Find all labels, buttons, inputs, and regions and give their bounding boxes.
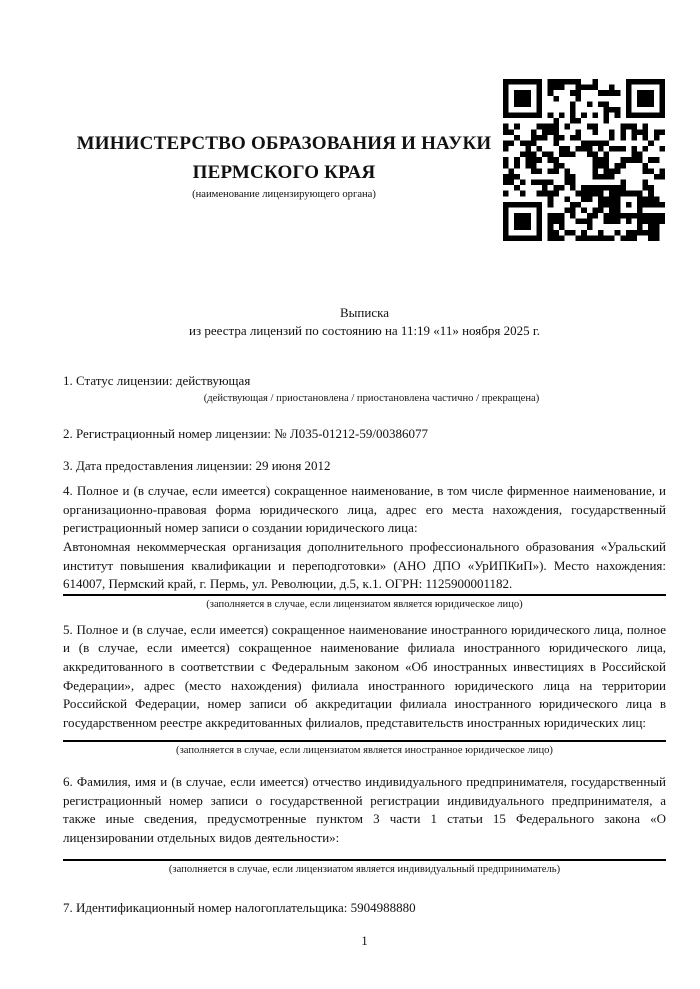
field-individual-entrepreneur-prompt: 6. Фамилия, имя и (в случае, если имеется) отчество индивидуального предпринимателя, государственный регистрационный номер записи о государственной регистрации индивидуального предпринимателя, а также иные сведения, предусмотренные пунктом 3 части 1 статьи 15 Федерального закона «О лицензировании отдельных видов деятельности»: (63, 773, 666, 845)
field-taxpayer-number: 7. Идентификационный номер налогоплательщика: 5904988880 (63, 900, 416, 916)
field-legal-entity-value: Автономная некоммерческая организация дополнительного профессионального образования «Уральский институт повышения квалификации и переподготовки» (АНО ДПО «УрИПКиП»). Место нахождения: 614007, Пермский край, г. Пермь, ул. Революции, д.5, к.1. ОГРН: 1125900001182. (63, 539, 666, 592)
qr-code-icon (503, 79, 665, 241)
field-legal-entity-hint: (заполняется в случае, если лицензиатом является юридическое лицо) (206, 598, 523, 610)
authority-name-line1: МИНИСТЕРСТВО ОБРАЗОВАНИЯ И НАУКИ (76, 133, 492, 154)
licensing-authority-block (63, 129, 505, 201)
document-body (0, 304, 700, 950)
fill-line-foreign-entity (63, 740, 666, 742)
fill-line-legal-entity (63, 594, 666, 596)
field-foreign-entity (63, 621, 666, 733)
field-foreign-entity-hint: (заполняется в случае, если лицензиатом является иностранное юридическое лицо) (176, 745, 553, 757)
field-license-status-hint: (действующая / приостановлена / приостановлена частично / прекращена) (203, 392, 540, 404)
field-legal-entity-prompt: 4. Полное и (в случае, если имеется) сокращенное наименование, в том числе фирменное наименование, и организационно-правовая форма юридического лица, адрес его места нахождения, государственный регистрационный номер записи о создании юридического лица: (63, 483, 666, 536)
document-header (0, 0, 700, 304)
document-title-line1: Выписка (340, 305, 389, 320)
field-license-status: 1. Статус лицензии: действующая (63, 373, 251, 388)
fill-line-individual-entrepreneur (63, 859, 666, 861)
field-individual-entrepreneur-hint: (заполняется в случае, если лицензиатом является индивидуальный предприниматель) (168, 864, 561, 876)
field-individual-entrepreneur (63, 773, 666, 847)
document-title-line2: из реестра лицензий по состоянию на 11:19 «11» ноября 2025 г. (189, 323, 540, 338)
field-foreign-entity-prompt: 5. Полное и (в случае, если имеется) сокращенное наименование иностранного юридического лица, полное и (в случае, если имеется) сокращенное наименование филиала иностранного юридического лица, аккредитованного в соответствии с Федеральным законом «Об иностранных инвестициях в Российской Федерации», адрес (место нахождения) филиала иностранного юридического лица на территории Российской Федерации, номер записи об аккредитации филиала иностранного юридического лица в государственном реестре аккредитованных филиалов, представительств иностранных юридических лиц: (63, 621, 666, 730)
page-number: 1 (361, 932, 368, 948)
field-registration-number: 2. Регистрационный номер лицензии: № Л035-01212-59/00386077 (63, 425, 429, 441)
authority-name-line2: ПЕРМСКОГО КРАЯ (192, 162, 376, 183)
authority-caption: (наименование лицензирующего органа) (192, 189, 376, 200)
document-title (63, 304, 666, 340)
field-grant-date: 3. Дата предоставления лицензии: 29 июня 2012 (63, 457, 331, 473)
field-legal-entity (63, 482, 666, 594)
